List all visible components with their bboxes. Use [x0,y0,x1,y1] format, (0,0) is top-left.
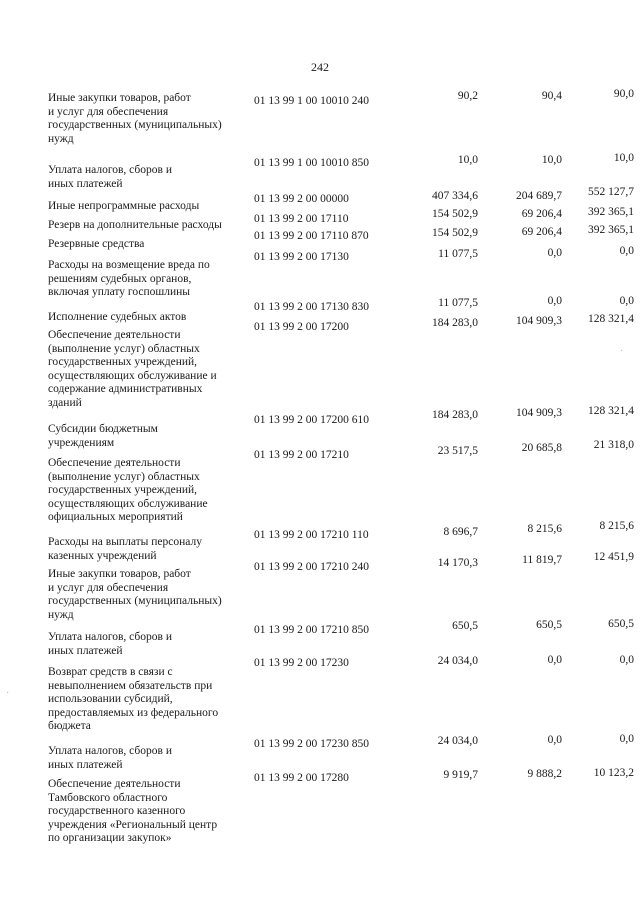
row-name: Уплата налогов, сборов и иных платежей [48,164,172,190]
row-name: Возврат средств в связи с невыполнением обязательств при использовании субсидий, предоставляемых из федерального бюджета [48,666,219,732]
row-code: 01 13 99 2 00 17230 [254,657,349,669]
row-value-3: 0,0 [619,295,634,307]
row-name: Уплата налогов, сборов и иных платежей [48,631,172,657]
row-value-2: 650,5 [536,619,562,631]
row-value-2: 10,0 [541,154,562,166]
row-value-1: 9 919,7 [443,769,478,781]
row-value-1: 24 034,0 [437,655,478,667]
row-value-3: 0,0 [619,733,634,745]
row-value-3: 0,0 [619,245,634,257]
row-value-3: 10,0 [613,152,634,164]
row-value-2: 204 689,7 [516,190,562,202]
row-name: Обеспечение деятельности (выполнение услуг) областных государственных учреждений, осуществляющих обслуживание и содержание административных зданий [48,329,217,409]
row-value-2: 9 888,2 [527,768,562,780]
row-value-1: 8 696,7 [443,526,478,538]
page-number: 242 [311,60,329,74]
row-value-2: 0,0 [547,247,562,259]
row-value-3: 10 123,2 [593,767,634,779]
row-value-3: 552 127,7 [588,186,634,198]
row-value-2: 20 685,8 [521,442,562,454]
row-name: Расходы на возмещение вреда по решениям судебных органов, включая уплату госпошлины [48,259,210,298]
scan-edge-mark: · [6,688,10,699]
row-code: 01 13 99 1 00 10010 850 [254,157,369,169]
row-value-3: 8 215,6 [599,520,634,532]
row-value-2: 69 206,4 [521,226,562,238]
row-name: Резервные средства [48,238,145,250]
row-name: Расходы на выплаты персоналу казенных учреждений [48,536,202,562]
row-code: 01 13 99 2 00 17210 110 [254,529,369,541]
row-value-2: 104 909,3 [516,407,562,419]
row-name: Обеспечение деятельности (выполнение услуг) областных государственных учреждений, осуществляющих обслуживание официальных мероприятий [48,457,208,523]
row-code: 01 13 99 2 00 17130 [254,251,349,263]
row-value-1: 184 283,0 [432,409,478,421]
row-value-3: 0,0 [619,654,634,666]
row-code: 01 13 99 2 00 17280 [254,772,349,784]
row-code: 01 13 99 2 00 17210 850 [254,624,369,636]
row-value-2: 11 819,7 [522,554,562,566]
row-name: Иные закупки товаров, работ и услуг для обеспечения государственных (муниципальных) нужд [48,92,222,145]
row-name: Субсидии бюджетным учреждениям [48,423,158,449]
row-value-3: 90,0 [613,88,634,100]
row-value-2: 69 206,4 [521,208,562,220]
row-name: Уплата налогов, сборов и иных платежей [48,745,172,771]
row-value-3: 650,5 [608,618,634,630]
row-value-1: 184 283,0 [432,317,478,329]
row-value-1: 407 334,6 [432,190,478,202]
row-value-1: 154 502,9 [432,227,478,239]
row-code: 01 13 99 2 00 17230 850 [254,738,369,750]
row-value-1: 650,5 [452,620,478,632]
row-value-1: 24 034,0 [437,735,478,747]
row-name: Исполнение судебных актов [48,311,187,323]
row-value-1: 11 077,5 [438,248,478,260]
row-code: 01 13 99 2 00 17200 610 [254,414,369,426]
row-value-3: 128 321,4 [588,405,634,417]
row-name: Резерв на дополнительные расходы [48,219,222,231]
row-code: 01 13 99 2 00 17110 870 [254,230,369,242]
row-value-3: 12 451,9 [593,551,634,563]
row-value-2: 0,0 [547,734,562,746]
row-code: 01 13 99 2 00 00000 [254,193,349,205]
row-value-3: 392 365,1 [588,224,634,236]
row-value-1: 10,0 [457,154,478,166]
row-name: Иные непрограммные расходы [48,200,200,212]
row-value-2: 8 215,6 [527,523,562,535]
row-value-3: 128 321,4 [588,313,634,325]
row-name: Иные закупки товаров, работ и услуг для обеспечения государственных (муниципальных) нужд [48,568,222,621]
row-value-1: 23 517,5 [437,445,478,457]
row-code: 01 13 99 2 00 17130 830 [254,301,369,313]
row-value-1: 11 077,5 [438,297,478,309]
row-value-1: 14 170,3 [437,557,478,569]
row-code: 01 13 99 2 00 17200 [254,321,349,333]
scan-edge-mark: · [620,346,624,357]
row-value-2: 90,4 [541,90,562,102]
row-value-2: 0,0 [547,654,562,666]
row-code: 01 13 99 2 00 17210 [254,449,349,461]
row-value-2: 0,0 [547,295,562,307]
row-name: Обеспечение деятельности Тамбовского областного государственного казенного учреждения «Региональный центр по организации закупок» [48,778,218,844]
row-value-3: 392 365,1 [588,206,634,218]
row-code: 01 13 99 2 00 17110 [254,213,349,225]
row-value-3: 21 318,0 [593,439,634,451]
row-value-1: 90,2 [457,90,478,102]
row-code: 01 13 99 2 00 17210 240 [254,561,369,573]
row-value-2: 104 909,3 [516,315,562,327]
row-value-1: 154 502,9 [432,208,478,220]
row-code: 01 13 99 1 00 10010 240 [254,95,369,107]
